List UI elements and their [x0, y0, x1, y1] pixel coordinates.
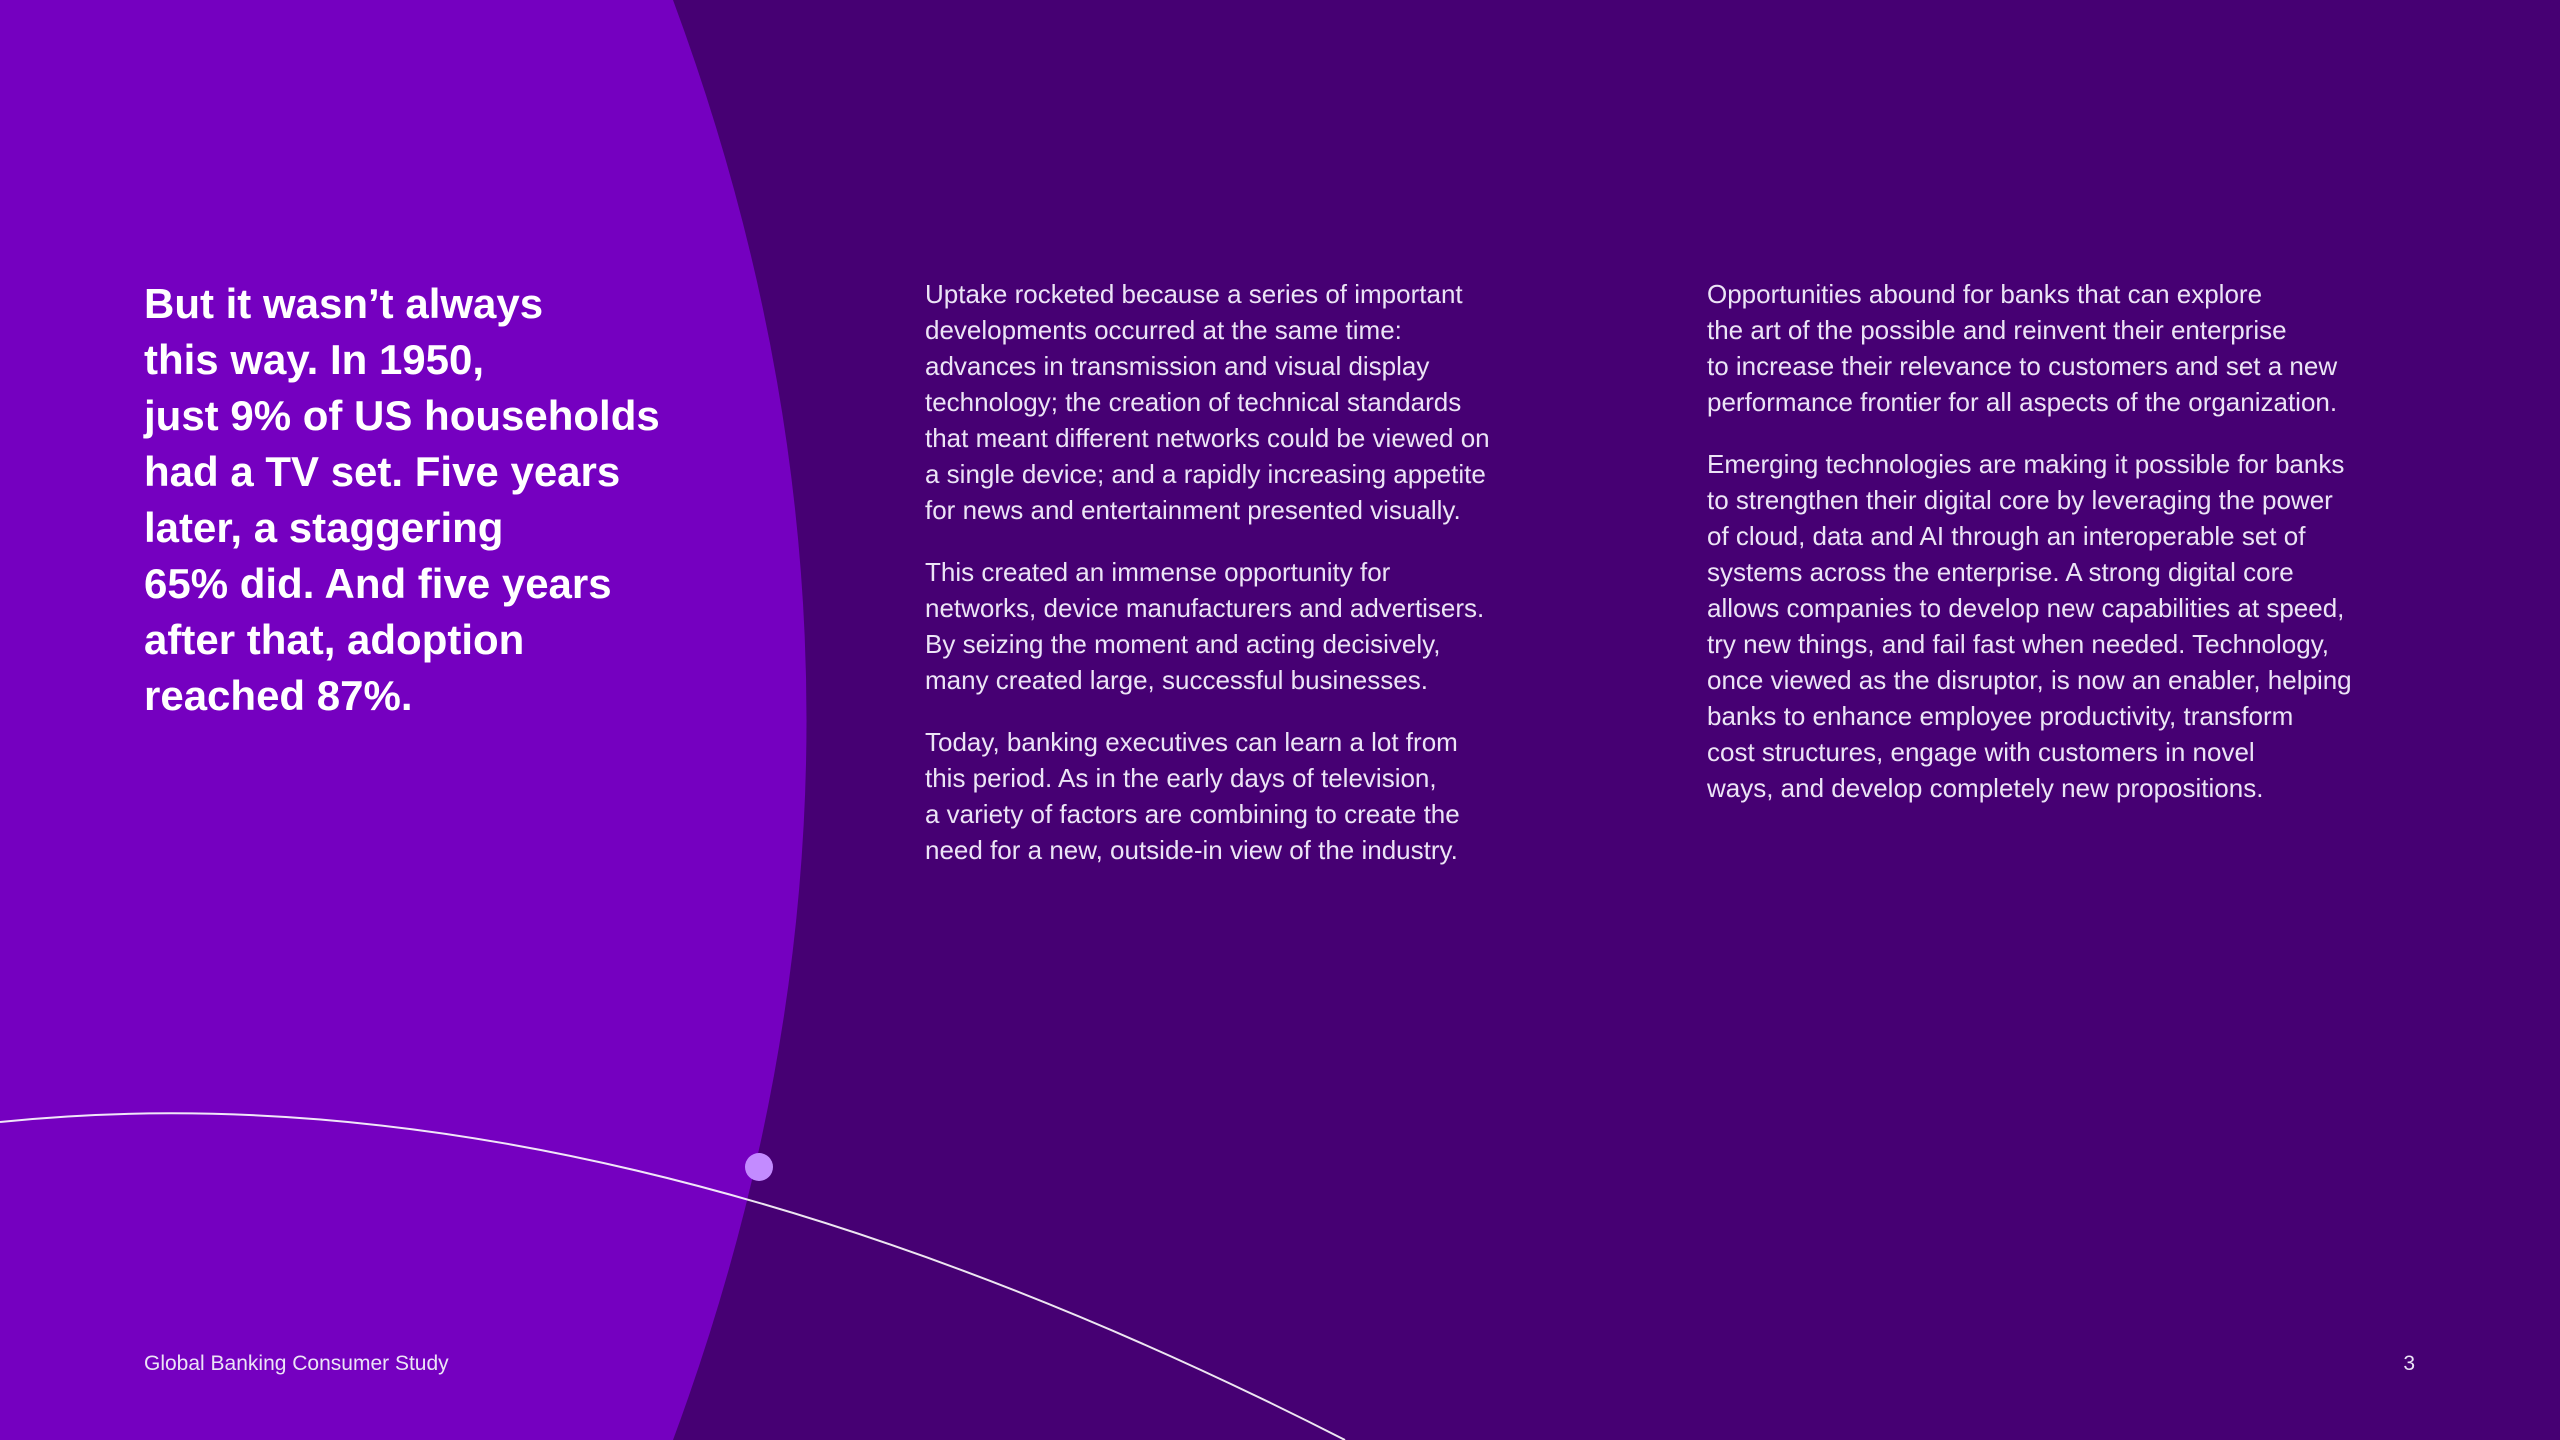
right-paragraph-2: Emerging technologies are making it possible for banks to strengthen their digital core by leveraging the power of cloud, data and AI through an interoperable set of systems across the enterprise. A strong digital core allows companies to develop new capabilities at speed, try new things, and fail fast when needed. Technology, once viewed as the disruptor, is now an enabler, helping banks to enhance employee productivity, transform cost structures, engage with customers in novel ways, and develop completely new propositions.	[1707, 449, 2352, 803]
right-paragraph-1: Opportunities abound for banks that can explore the art of the possible and reinvent their enterprise to increase their relevance to customers and set a new performance frontier for all aspects of the organization.	[1707, 279, 2338, 417]
middle-paragraph-2: This created an immense opportunity for networks, device manufacturers and advertisers. By seizing the moment and acting decisively, many created large, successful businesses.	[925, 557, 1485, 695]
arc-marker-dot	[745, 1153, 773, 1181]
headline: But it wasn’t always this way. In 1950, just 9% of US households had a TV set. Five years later, a staggering 65% did. And five years after that, adoption reached 87%.	[144, 280, 660, 719]
right-column	[1707, 276, 2407, 832]
footer-title: Global Banking Consumer Study	[144, 1352, 449, 1375]
middle-paragraph-1: Uptake rocketed because a series of important developments occurred at the same time: advances in transmission and visual display technology; the creation of technical standards that meant different networks could be viewed on a single device; and a rapidly increasing appetite for news and entertainment presented visually.	[925, 279, 1490, 525]
middle-column	[925, 276, 1625, 894]
middle-paragraph-3: Today, banking executives can learn a lot from this period. As in the early days of television, a variety of factors are combining to create the need for a new, outside-in view of the industry.	[925, 727, 1460, 865]
page-number: 3	[2403, 1352, 2415, 1375]
